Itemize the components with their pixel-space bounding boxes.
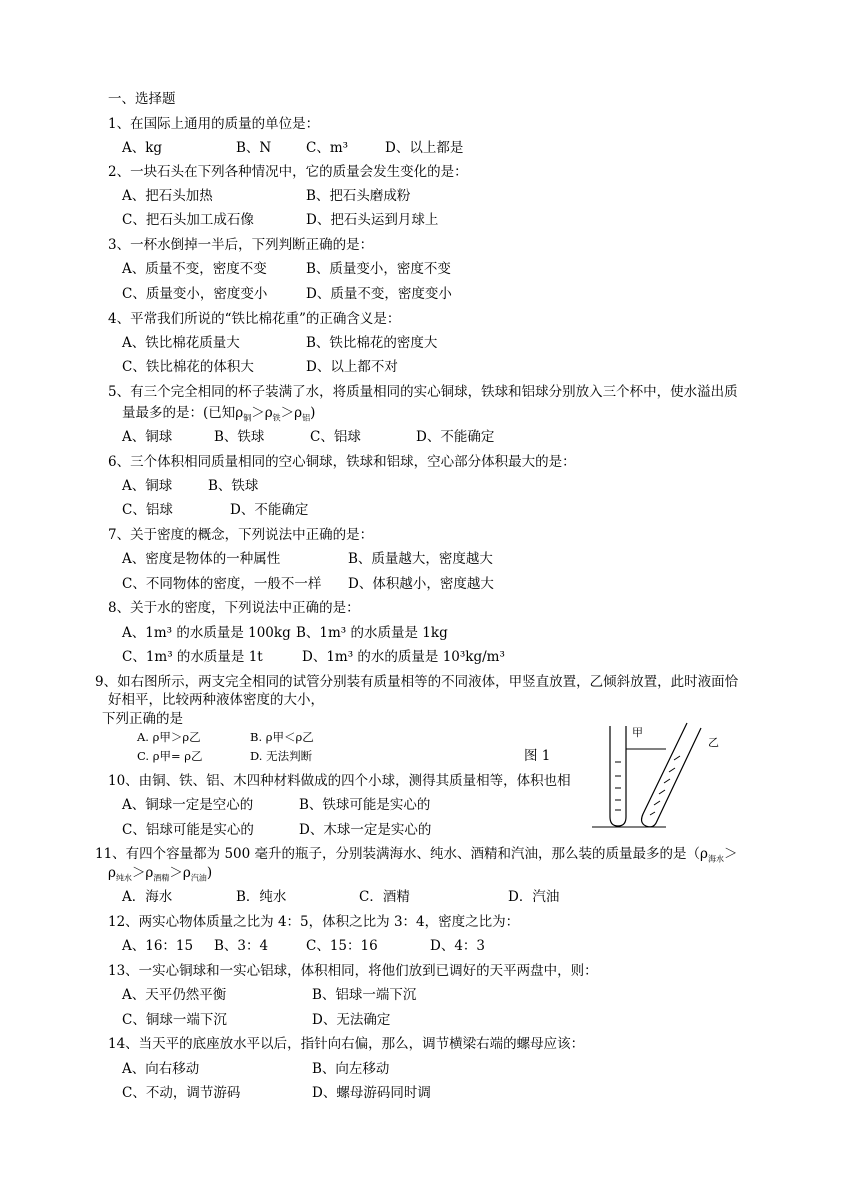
q6-option-b: B、铁球	[208, 478, 259, 494]
q4-option-d: D、以上都不对	[306, 359, 398, 375]
question-9-stem: 9、如右图所示，两支完全相同的试管分别装有质量相等的不同液体，甲竖直放置，乙倾斜放置，此时液面恰	[95, 674, 739, 690]
q6-option-c: C、铝球	[122, 502, 173, 518]
q14-option-b: B、向左移动	[312, 1061, 390, 1077]
q1-option-b: B、N	[236, 140, 272, 156]
sub-alcohol: 酒精	[153, 873, 170, 883]
q10-option-d: D、木球一定是实心的	[299, 822, 432, 838]
question-12-stem: 12、两实心物体质量之比为 4：5，体积之比为 3：4，密度之比为：	[108, 914, 520, 930]
q5-option-d: D、不能确定	[416, 429, 495, 445]
q14-option-c: C、不动，调节游码	[122, 1085, 241, 1101]
q10-option-b: B、铁球可能是实心的	[299, 797, 431, 813]
q7-option-d: D、体积越小，密度越大	[348, 576, 494, 592]
q13-option-d: D、无法确定	[312, 1012, 391, 1028]
q2-option-a: A、把石头加热	[122, 188, 213, 204]
tilted-tube-liquid	[650, 756, 680, 815]
sub-seawater: 海水	[707, 854, 724, 864]
q7-option-b: B、质量越大，密度越大	[348, 551, 493, 567]
question-2-stem: 2、一块石头在下列各种情况中，它的质量会发生变化的是：	[108, 164, 468, 180]
sub-aluminum: 铝	[302, 413, 311, 423]
q11-option-d: D．汽油	[508, 889, 560, 905]
q2-option-c: C、把石头加工成石像	[122, 212, 254, 228]
test-tube-figure	[588, 722, 748, 836]
q9-option-b: B. ρ甲＜ρ乙	[250, 730, 314, 744]
question-5-stem-line2: 量最多的是：(已知$\rho_铜>\rho_铁>\rho_铝$)	[122, 405, 316, 423]
q2-option-d: D、把石头运到月球上	[306, 212, 439, 228]
question-1-stem: 1、在国际上通用的质量的单位是：	[108, 116, 320, 132]
q9-option-a: A. ρ甲＞ρ乙	[137, 730, 201, 744]
q14-option-a: A、向右移动	[122, 1061, 200, 1077]
q13-option-b: B、铝球一端下沉	[312, 987, 417, 1003]
q4-option-c: C、铁比棉花的体积大	[122, 359, 254, 375]
q12-option-d: D、4：3	[430, 938, 486, 954]
question-11-stem: 11、有四个容量都为 500 毫升的瓶子，分别装满海水、纯水、酒精和汽油，那么装的质量最多的是（$\rho_{海水}>$	[95, 846, 738, 864]
q12-option-c: C、15：16	[306, 938, 378, 954]
question-3-stem: 3、一杯水倒掉一半后，下列判断正确的是：	[108, 237, 374, 253]
question-4-stem: 4、平常我们所说的“铁比棉花重”的正确含义是：	[108, 311, 401, 327]
q12-option-b: B、3：4	[214, 938, 269, 954]
q9-option-d: D. 无法判断	[250, 749, 313, 763]
q6-option-d: D、不能确定	[230, 502, 309, 518]
q13-option-c: C、铜球一端下沉	[122, 1012, 227, 1028]
q8-option-d: D、1m³ 的水的质量是 10³kg/m³	[302, 649, 505, 665]
q11-option-c: C．酒精	[359, 889, 410, 905]
question-14-stem: 14、当天平的底座放水平以后，指针向右偏，那么，调节横梁右端的螺母应该：	[108, 1036, 585, 1052]
q11-option-b: B．纯水	[236, 889, 287, 905]
sub-purewater: 纯水	[115, 873, 132, 883]
q11-option-a: A．海水	[122, 889, 173, 905]
q10-option-c: C、铝球可能是实心的	[122, 822, 254, 838]
q3-option-c: C、质量变小，密度变小	[122, 286, 268, 302]
q8-option-c: C、1m³ 的水质量是 1t	[122, 649, 263, 665]
test-tube-diagram	[588, 722, 748, 832]
q10-option-a: A、铜球一定是空心的	[122, 797, 254, 813]
question-7-stem: 7、关于密度的概念，下列说法中正确的是：	[108, 527, 374, 543]
sub-iron: 铁	[272, 413, 281, 423]
q1-option-a: A、kg	[122, 140, 163, 156]
q12-option-a: A、16：15	[122, 938, 194, 954]
section-title: 一、选择题	[108, 91, 176, 107]
question-8-stem: 8、关于水的密度，下列说法中正确的是：	[108, 600, 360, 616]
tilted-tube	[642, 723, 701, 827]
q1-option-c: C、m³	[306, 140, 349, 156]
q8-option-b: B、1m³ 的水质量是 1kg	[296, 625, 448, 641]
q9-option-c: C. ρ甲= ρ乙	[137, 749, 203, 763]
sub-copper: 铜	[243, 413, 252, 423]
q6-option-a: A、铜球	[122, 478, 173, 494]
q4-option-b: B、铁比棉花的密度大	[306, 335, 438, 351]
sub-gasoline: 汽油	[190, 873, 207, 883]
q3-option-b: B、质量变小，密度不变	[306, 261, 451, 277]
q3-option-a: A、质量不变，密度不变	[122, 261, 267, 277]
q5-option-b: B、铁球	[214, 429, 265, 445]
q5-option-a: A、铜球	[122, 429, 173, 445]
vertical-tube-liquid	[615, 762, 621, 810]
q7-option-a: A、密度是物体的一种属性	[122, 551, 281, 567]
question-11-stem-line2: $\rho_{纯水}>\rho_{酒精}>\rho_{汽油}$)	[108, 865, 213, 883]
label-jia: 甲	[632, 726, 643, 739]
q7-option-c: C、不同物体的密度，一般不一样	[122, 576, 322, 592]
q13-option-a: A、天平仍然平衡	[122, 987, 227, 1003]
question-9-stem-line3: 下列正确的是	[102, 711, 183, 727]
q5-stem-part: 量最多的是：(已知ρ	[122, 405, 244, 421]
q14-option-d: D、螺母游码同时调	[312, 1085, 431, 1101]
q1-option-d: D、以上都是	[385, 140, 464, 156]
q5-option-c: C、铝球	[310, 429, 361, 445]
question-6-stem: 6、三个体积相同质量相同的空心铜球，铁球和铝球，空心部分体积最大的是：	[108, 454, 576, 470]
q8-option-a: A、1m³ 的水质量是 100kg	[122, 625, 291, 641]
q4-option-a: A、铁比棉花质量大	[122, 335, 240, 351]
q3-option-d: D、质量不变，密度变小	[306, 286, 452, 302]
q11-stem-part: 11、有四个容量都为 500 毫升的瓶子，分别装满海水、纯水、酒精和汽油，那么装的质量最多的是（ρ	[95, 846, 708, 862]
figure-caption: 图 1	[524, 748, 551, 764]
question-10-stem: 10、由铜、铁、铝、木四种材料做成的四个小球，测得其质量相等，体积也相	[108, 773, 571, 789]
q2-option-b: B、把石头磨成粉	[306, 188, 411, 204]
question-5-stem: 5、有三个完全相同的杯子装满了水，将质量相同的实心铜球，铁球和铝球分别放入三个杯中，使水溢出质	[108, 384, 738, 400]
question-9-stem-line2: 好相平，比较两种液体密度的大小，	[108, 692, 324, 708]
label-yi: 乙	[708, 736, 719, 749]
question-13-stem: 13、一实心铜球和一实心铝球，体积相同，将他们放到已调好的天平两盘中，则：	[108, 963, 598, 979]
